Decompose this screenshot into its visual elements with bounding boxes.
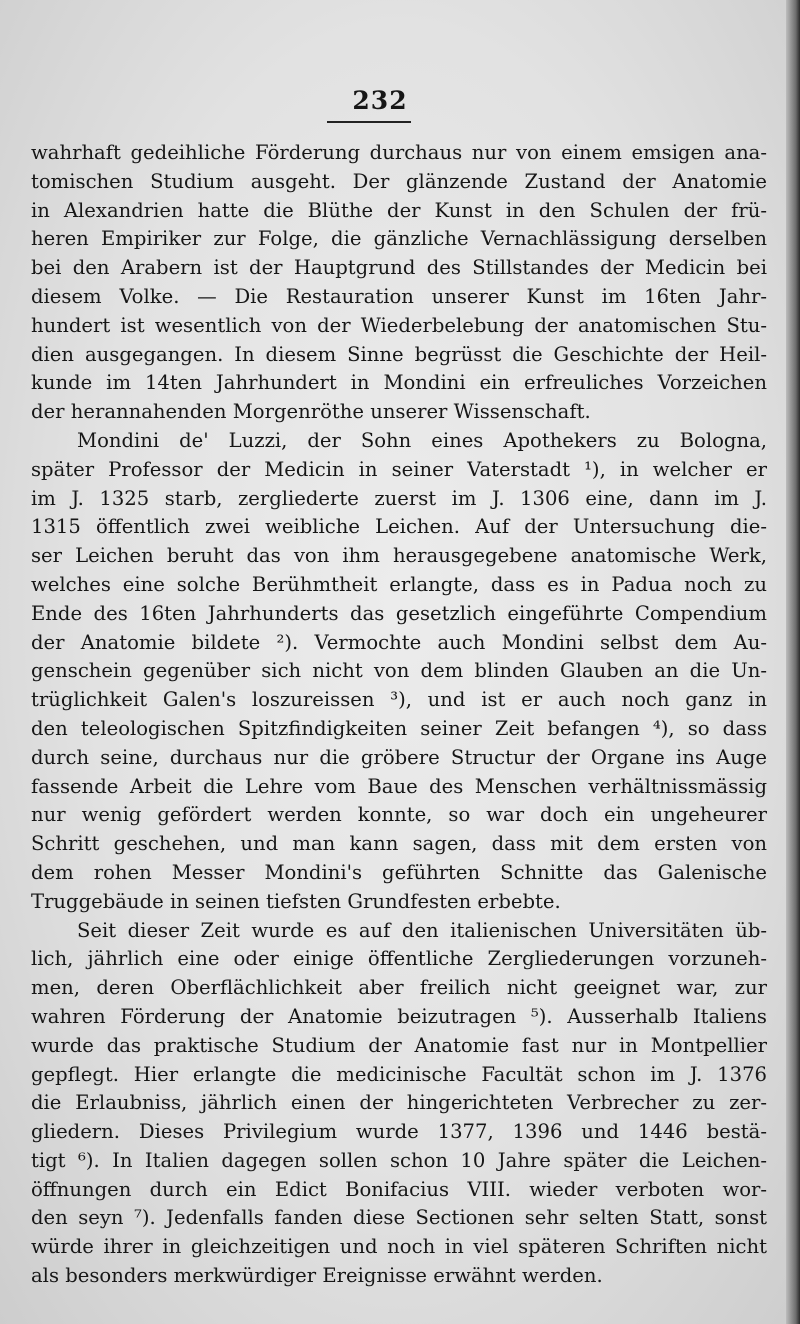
text-line: trüglichkeit Galen's loszureissen ³), und ist er auch noch ganz in [31,688,767,712]
body-text [31,139,767,1291]
text-line: der Anatomie bildete ²). Vermochte auch Mondini selbst dem Au- [31,630,767,654]
text-line: tomischen Studium ausgeht. Der glänzende Zustand der Anatomie [31,169,767,193]
text-line: welches eine solche Berühmtheit erlangte, dass es in Padua noch zu [31,572,767,596]
page-number-rule [327,121,411,123]
text-line: Truggebäude in seinen tiefsten Grundfesten erbebte. [31,889,561,913]
text-line: gepflegt. Hier erlangte die medicinische Facultät schon im J. 1376 [31,1062,767,1086]
text-line: der herannahenden Morgenröthe unserer Wissenschaft. [31,400,591,424]
text-line: den teleologischen Spitzfindigkeiten seiner Zeit befangen ⁴), so dass [31,716,767,740]
text-line: gliedern. Dieses Privilegium wurde 1377, 1396 und 1446 bestä- [31,1120,767,1144]
text-line: wurde das praktische Studium der Anatomie fast nur in Montpellier [31,1033,767,1057]
text-line: den seyn ⁷). Jedenfalls fanden diese Sectionen sehr selten Statt, sonst [31,1206,767,1230]
text-line: die Erlaubniss, jährlich einen der hingerichteten Verbrecher zu zer- [31,1091,767,1115]
text-line: ser Leichen beruht das von ihm herausgegebene anatomische Werk, [31,544,767,568]
text-line: hundert ist wesentlich von der Wiederbelebung der anatomischen Stu- [31,313,767,337]
text-line: tigt ⁶). In Italien dagegen sollen schon 10 Jahre später die Leichen- [31,1148,767,1172]
page-edge-shadow [786,0,800,1324]
text-line: öffnungen durch ein Edict Bonifacius VIII. wieder verboten wor- [31,1177,767,1201]
text-line: genschein gegenüber sich nicht von dem blinden Glauben an die Un- [31,659,767,683]
text-line: im J. 1325 starb, zergliederte zuerst im J. 1306 eine, dann im J. [31,486,767,510]
text-line: durch seine, durchaus nur die gröbere Structur der Organe ins Auge [31,745,767,769]
text-line: lich, jährlich eine oder einige öffentliche Zergliederungen vorzuneh- [31,947,767,971]
text-line: Schritt geschehen, und man kann sagen, dass mit dem ersten von [31,832,767,856]
text-line: wahrhaft gedeihliche Förderung durchaus nur von einem emsigen ana- [31,141,767,164]
page-number: 232 [352,86,408,115]
text-line: Seit dieser Zeit wurde es auf den italienischen Universitäten üb- [77,918,767,942]
text-line: 1315 öffentlich zwei weibliche Leichen. Auf der Untersuchung die- [31,515,767,539]
text-line: fassende Arbeit die Lehre vom Baue des Menschen verhältnissmässig [31,774,767,798]
text-line: dem rohen Messer Mondini's geführten Schnitte das Galenische [31,860,767,884]
text-line: heren Empiriker zur Folge, die gänzliche Vernachlässigung derselben [31,227,767,251]
text-line: wahren Förderung der Anatomie beizutragen ⁵). Ausserhalb Italiens [31,1004,767,1028]
text-line: bei den Arabern ist der Hauptgrund des Stillstandes der Medicin bei [31,256,767,280]
text-line: als besonders merkwürdiger Ereignisse erwähnt werden. [31,1264,603,1288]
text-line: Mondini de' Luzzi, der Sohn eines Apothekers zu Bologna, [77,428,767,452]
text-line: Ende des 16ten Jahrhunderts das gesetzlich eingeführte Compendium [31,601,767,625]
text-line: kunde im 14ten Jahrhundert in Mondini ein erfreuliches Vorzeichen [31,371,767,395]
text-line: dien ausgegangen. In diesem Sinne begrüsst die Geschichte der Heil- [31,342,767,366]
text-line: nur wenig gefördert werden konnte, so war doch ein ungeheurer [31,803,767,827]
text-line: in Alexandrien hatte die Blüthe der Kunst in den Schulen der frü- [31,198,767,222]
text-line: men, deren Oberflächlichkeit aber freilich nicht geeignet war, zur [31,976,767,1000]
text-line: diesem Volke. — Die Restauration unserer Kunst im 16ten Jahr- [31,284,767,308]
text-line: später Professor der Medicin in seiner Vaterstadt ¹), in welcher er [31,457,767,481]
text-line: würde ihrer in gleichzeitigen und noch in viel späteren Schriften nicht [31,1235,767,1259]
